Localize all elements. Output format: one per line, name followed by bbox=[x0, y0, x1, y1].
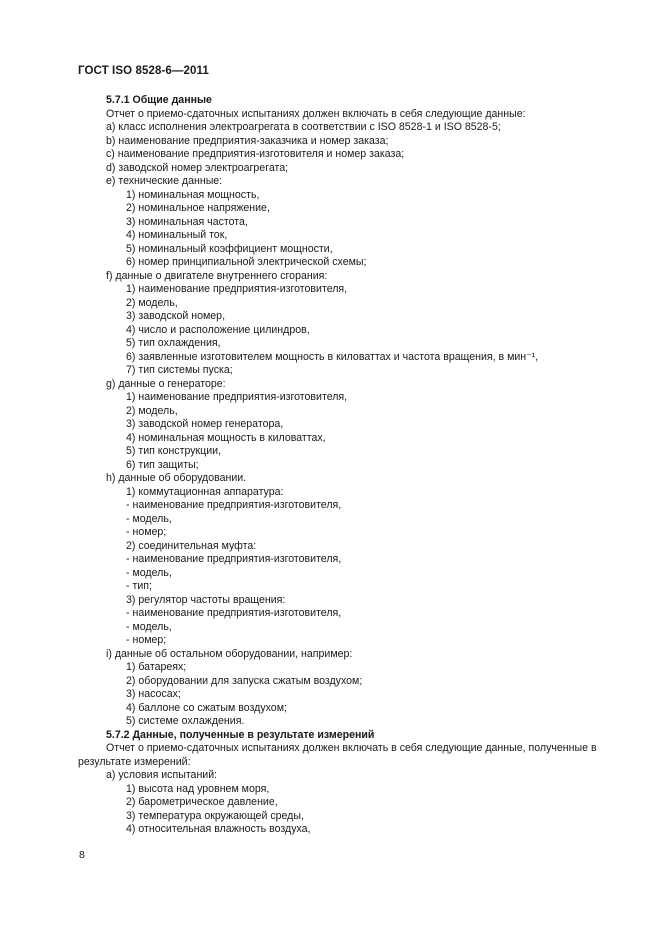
section-heading: 5.7.1 Общие данные bbox=[106, 94, 212, 106]
text-line: Отчет о приемо-сдаточных испытаниях должен включать в себя следующие данные: bbox=[106, 107, 526, 120]
text-line: f) данные о двигателе внутреннего сгорания: bbox=[106, 269, 328, 282]
text-line: 6) номер принципиальной электрической схемы; bbox=[126, 256, 367, 268]
text-line: 6) заявленные изготовителем мощность в киловаттах и частота вращения, в мин⁻¹, bbox=[126, 350, 539, 363]
text-line: 2) модель, bbox=[126, 404, 178, 417]
text-line: 4) номинальный ток, bbox=[126, 229, 228, 241]
text-line: - наименование предприятия-изготовителя, bbox=[126, 607, 342, 619]
text-line: 3) заводской номер генератора, bbox=[126, 418, 284, 430]
text-line: 3) заводской номер, bbox=[126, 310, 226, 322]
text-line: b) наименование предприятия-заказчика и номер заказа; bbox=[106, 134, 389, 147]
page-number: 8 bbox=[79, 849, 85, 861]
text-line: c) наименование предприятия-изготовителя и номер заказа; bbox=[106, 148, 405, 160]
text-line: - тип; bbox=[126, 580, 152, 592]
text-line: 7) тип системы пуска; bbox=[126, 364, 233, 376]
section-heading: 5.7.2 Данные, полученные в результате измерений bbox=[106, 728, 375, 741]
text-line: a) класс исполнения электроагрегата в соответствии с ISO 8528-1 и ISO 8528-5; bbox=[106, 121, 501, 133]
text-line: 1) батареях; bbox=[126, 661, 187, 673]
text-line: 2) барометрическое давление, bbox=[126, 796, 278, 808]
text-line: 5) номинальный коэффициент мощности, bbox=[126, 242, 333, 255]
text-line: 3) температура окружающей среды, bbox=[126, 809, 304, 822]
text-line: 4) относительная влажность воздуха, bbox=[126, 823, 311, 835]
text-line: - номер; bbox=[126, 526, 167, 538]
text-line: 4) номинальная мощность в киловаттах, bbox=[126, 431, 326, 444]
text-line: - модель, bbox=[126, 620, 172, 633]
text-line: a) условия испытаний: bbox=[106, 769, 218, 781]
text-line: результате измерений: bbox=[78, 755, 191, 768]
text-line: 1) коммутационная аппаратура: bbox=[126, 485, 284, 498]
text-line: i) данные об остальном оборудовании, например: bbox=[106, 647, 353, 660]
text-line: h) данные об оборудовании. bbox=[106, 472, 247, 484]
text-line: d) заводской номер электроагрегата; bbox=[106, 161, 289, 174]
text-line: 1) высота над уровнем моря, bbox=[126, 782, 270, 795]
text-line: 4) число и расположение цилиндров, bbox=[126, 323, 310, 336]
text-line: 2) соединительная муфта: bbox=[126, 539, 257, 552]
text-line: - номер; bbox=[126, 634, 167, 646]
text-line: - наименование предприятия-изготовителя, bbox=[126, 499, 342, 511]
text-line: g) данные о генераторе: bbox=[106, 377, 226, 390]
document-body bbox=[0, 94, 661, 837]
document-header: ГОСТ ISO 8528-6—2011 bbox=[78, 65, 209, 77]
text-line: 1) наименование предприятия-изготовителя, bbox=[126, 391, 348, 403]
text-line: 2) модель, bbox=[126, 296, 178, 309]
text-line: e) технические данные: bbox=[106, 175, 223, 187]
text-line: 1) наименование предприятия-изготовителя, bbox=[126, 283, 348, 295]
text-line: 5) тип охлаждения, bbox=[126, 337, 221, 349]
text-line: 5) системе охлаждения. bbox=[126, 715, 245, 727]
text-line: 5) тип конструкции, bbox=[126, 445, 222, 457]
text-line: - модель, bbox=[126, 566, 172, 579]
text-line: 3) номинальная частота, bbox=[126, 215, 248, 228]
text-line: 2) номинальное напряжение, bbox=[126, 202, 270, 214]
text-line: 2) оборудовании для запуска сжатым воздухом; bbox=[126, 674, 363, 687]
text-line: 3) насосах; bbox=[126, 688, 181, 700]
text-line: - модель, bbox=[126, 512, 172, 525]
text-line: - наименование предприятия-изготовителя, bbox=[126, 553, 342, 565]
text-line: 3) регулятор частоты вращения: bbox=[126, 593, 286, 606]
text-line: 4) баллоне со сжатым воздухом; bbox=[126, 701, 287, 714]
text-line: 1) номинальная мощность, bbox=[126, 188, 260, 201]
text-line: 6) тип защиты; bbox=[126, 458, 199, 471]
text-line: Отчет о приемо-сдаточных испытаниях должен включать в себя следующие данные, полученные в bbox=[106, 742, 597, 754]
